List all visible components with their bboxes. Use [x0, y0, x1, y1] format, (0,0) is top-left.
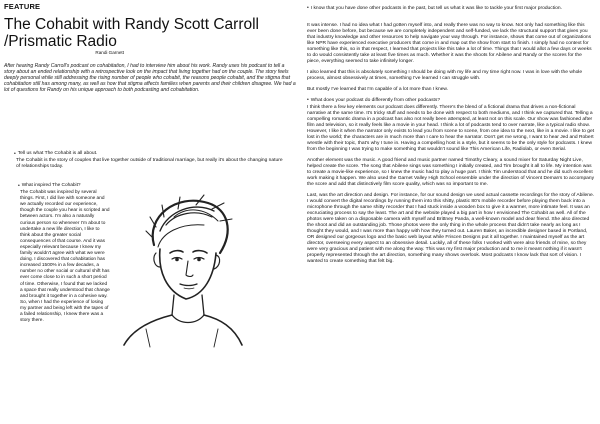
answer-3-paragraph-3: But mostly I've learned that I'm capable of a lot more than I knew. — [307, 87, 449, 93]
answer-1: The Cohabit is the story of couples that live together outside of traditional marriage, but really it's about the changing nature of relationships today. — [16, 158, 283, 169]
question-1 — [14, 151, 286, 157]
intro-paragraph: After hearing Randy Carroll's podcast on cohabitation, I had to interview him about his work. Randy uses his podcast to tell a story about an ended relationship with a retrospective look on the impact that living together had on the couple. The story feels deeply personal while still addressing the rising number of people who cohabit, the reasons people cohabit, and the stigma that cohabitation still has among many, as well as how that stigma affects families when parents and their children disagree. We had a lot of questions for Randy on his unique approach to both podcasting and cohabitation. — [4, 63, 296, 94]
question-2 — [18, 183, 110, 189]
answer-4-paragraph-1: I think there a few key elements our podcast does differently. There's the blend of a fictional drama that drives a non-fictional narrative at the same time. It's tricky stuff and needs to be done with respect to both mediums, and I think we captured that. Telling a compelling romantic drama in a podcast has also not really been attempted, at least not on this scale. Our show was fashioned after film and television, so it really feels like a movie in your head. I think a lot of podcasts tend to over narrate, like a typical radio show. However, I like it when the narrator only exists to lead you from scene to scene, from one idea to the next, like in a movie. I like to get lost in the world; the characters are in much more than I care to hear the narrator. Don't get me wrong, I want to hear Jed and Robert wrestle with their topic, that's why I tune in. Having a compelling host is a style, but it seems to be the only style for podcasts. I knew from the beginning I was trying to make something that wouldn't sound like This American Life, Radiolab, or even Serial. — [307, 105, 595, 152]
article-title: The Cohabit with Randy Scott Carroll /Prismatic Radio — [4, 16, 260, 50]
bullet-icon: • — [18, 183, 20, 189]
qa-item-2 — [18, 183, 110, 324]
question-3-text: I know that you have done other podcasts in the past, but tell us what it was like to tackle your first major production. — [310, 6, 562, 11]
question-3 — [307, 6, 595, 12]
question-4-text: What does your podcast do differently from other podcasts? — [310, 98, 441, 104]
answer-3-paragraph-2: I also learned that this is absolutely something I should be doing with my life and my time right now. I was in love with the whole process, almost obsessively at times, something I've learned I can struggle with. — [307, 69, 583, 81]
question-2-text: What inspired The Cohabit? — [21, 183, 81, 188]
bullet-icon: • — [14, 151, 16, 157]
bullet-icon: • — [307, 97, 309, 104]
qa-item-1 — [14, 151, 286, 170]
spacer — [307, 13, 595, 23]
section-label: FEATURE — [4, 2, 41, 11]
bullet-icon: • — [307, 5, 309, 11]
answer-4-paragraph-3: Last, was the art direction and design. For instance, for our sound design we used actual cassette recordings for the story of Abilene. I would convert the digital recordings by running them into this shitty, plastic 80's mobile recorder before playing them back into a microphone through the same shitty recorder that I had stuck inside a wooden box to give it a warmer, more intimate feel. It was an excruciating process to say the least. The art and the website played a big part in how I envisioned The Cohabit as well. All of the photos were taken on a disposable camera with myself and Brittney Panda, a well-known model and dear friend. She also directed the shoot and did an outstanding job. Those photos were the only thing in the whole process that didn't take nearly as long as I thought they would, and I was more than happy with how they turned out. Lauren Baker, an incredible designer based in Portland, OR designed our gorgeous logo and the basic web layout while Friscen Designs put it all together. I maintained myself as the art director, overseeing every aspect to an obsessive detail. Luckily, all of these folks I worked with were also friends of mine, so they were very gracious and patient with me along the way. This was my first major production and to me it meant nothing if it wasn't properly represented through the art direction, something many shows overlook. Most podcasts I know lack that sort of vision. I wanted to create something that felt big. — [307, 193, 595, 264]
portrait-sketch — [116, 187, 248, 348]
byline: Randi Garnett — [95, 50, 124, 55]
question-1-text: Tell us what The Cohabit is all about. — [17, 151, 98, 156]
answer-3-paragraph-1: It was intense. I had no idea what I had gotten myself into, and really there was no way to know. Not only had something like this ever been done before, but because we are completely independent and self-funded, we lack the structural support that gives you that industry knowledge and other resources to help navigate your way through. For instance, shows that come out of organizations like NPR have experienced executive producers that come in and map out the show from start to finish. I simply had no context for something like this, so in that respect, I learned that projects like this take a lot of time. Things that I would allot a few days or weeks to do would consistently take at least five times as much. Whether it was the shoots for Abilene and Randy or the scores for the piece, everything seemed to take infinitely longer. — [307, 22, 592, 64]
answer-2: The Cohabit was inspired by several things. First, I did live with someone and we actually recorded our experience, though the couple you hear is scripted and between actors. I'm also a naturally curious person so whenever I'm about to undertake a new life direction, I like to think about the greater social consequences of that course. And it was especially relevant because I knew my family wouldn't agree with what we were doing. I discovered that cohabitation has increased 1500% in a few decades, a number no other social or cultural shift has ever come close to in such a short period of time. Otherwise, I found that we lacked a space that really understood that change and brought it together in a cohesive way. So, when I had the experience of losing my partner and being left with the tapes of a failed relationship, I knew there was a story there. — [20, 190, 110, 324]
answer-4-paragraph-2: Another element was the music. A good friend and music partner named Timothy Cleary, a sound mixer for Saturday Night Live, helped create the score. The song that Abilene sings was something I initially created, and Tim brought it all to life. My intention was to create a movie-like experience, so I knew the music had to play a huge part. I think Tim understood that and he did such excellent work making it happen. We also used the Garnet Valley High School ensemble under the direction of Vincent Demarrs to accompany the score and add that distinctively film score quality, which was so important to me. — [307, 158, 595, 188]
question-4 — [307, 98, 595, 104]
right-column — [307, 6, 595, 270]
